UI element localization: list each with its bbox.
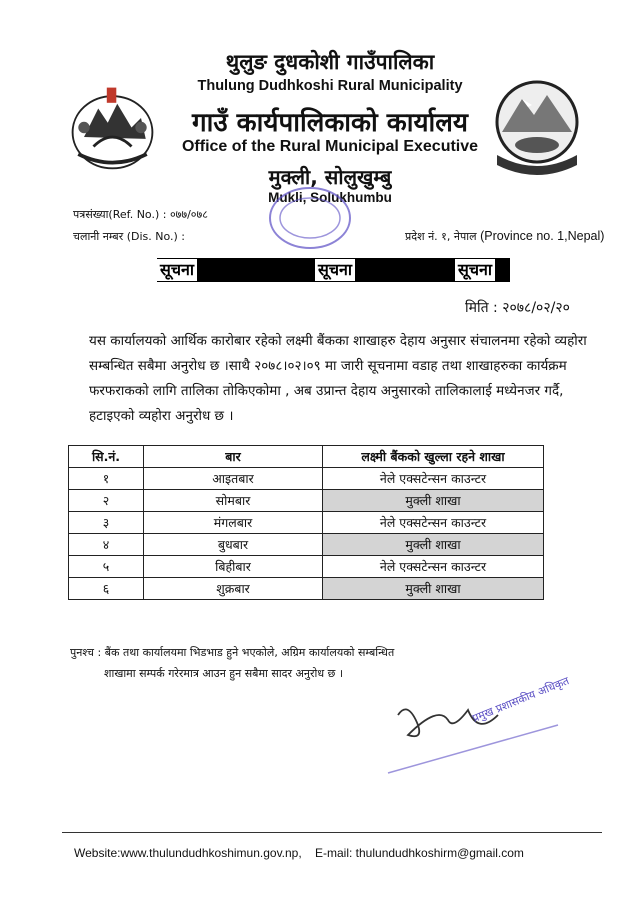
notice-label: सूचना [157, 259, 197, 281]
column-header: लक्ष्मी बैंकको खुल्ला रहने शाखा [323, 446, 544, 468]
postscript-line-1: पुनश्च : बैंक तथा कार्यालयमा भिडभाड हुने भएकोले, अग्रिम कार्यालयको सम्बन्धित [70, 646, 395, 659]
serial-cell: ६ [69, 578, 144, 600]
branch-cell: नेले एक्सटेन्सन काउन्टर [323, 468, 544, 490]
footer-divider [62, 832, 602, 833]
footer-website: Website:www.thulundudhkoshimun.gov.np, [74, 846, 302, 860]
nepal-emblem-icon [65, 80, 160, 175]
province-nepali: प्रदेश नं. १, नेपाल [405, 230, 477, 243]
branch-cell: मुक्ली शाखा [323, 578, 544, 600]
day-cell: आइतबार [144, 468, 323, 490]
notice-body: यस कार्यालयको आर्थिक कारोबार रहेको लक्ष्मी बैंकका शाखाहरु देहाय अनुसार संचालनमा रहेको व्यहोरा सम्बन्धित सबैमा अनुरोध छ ।साथै २०७८।०२।०९ मा जारी सूचनामा वडाह तथा शाखाहरुका कार्यक्रम फरफराकको लागि तालिका तोकिएकोमा , अब उप्रान्त देहाय अनुसारको तालिकालाई मध्येनजर गर्दै, हटाइएको व्यहोरा अनुरोध छ । [89, 333, 587, 424]
office-name-english: Office of the Rural Municipal Executive [181, 138, 479, 155]
notice-date: मिति : २०७८/०२/२० [465, 300, 570, 316]
table-row [69, 534, 544, 556]
place-nepali: मुक्ली, सोलुखुम्बु [268, 165, 392, 189]
municipality-name-nepali: थुलुङ दुधकोशी गाउँपालिका [225, 50, 435, 74]
column-header: सि.नं. [69, 446, 144, 468]
municipality-logo-icon [492, 77, 582, 177]
office-seal-icon [265, 183, 355, 253]
table-row [69, 556, 544, 578]
place-english: Mukli, Solukhumbu [268, 190, 392, 205]
branch-cell: मुक्ली शाखा [323, 534, 544, 556]
notice-label: सूचना [315, 259, 355, 281]
day-cell: बिहीबार [144, 556, 323, 578]
day-cell: शुक्रबार [144, 578, 323, 600]
table-header-row [69, 446, 544, 468]
table-row [69, 490, 544, 512]
municipality-name-english: Thulung Dudhkoshi Rural Municipality [197, 78, 463, 94]
day-cell: मंगलबार [144, 512, 323, 534]
serial-cell: ४ [69, 534, 144, 556]
reference-number: पत्रसंख्या(Ref. No.) : ०७७/०७८ [73, 208, 208, 221]
serial-cell: ३ [69, 512, 144, 534]
branch-cell: नेले एक्सटेन्सन काउन्टर [323, 512, 544, 534]
notice-band [157, 258, 510, 282]
signature-title: प्रमुख प्रशासकीय अधिकृत [470, 674, 571, 725]
branch-cell: नेले एक्सटेन्सन काउन्टर [323, 556, 544, 578]
table-row [69, 578, 544, 600]
column-header: बार [144, 446, 323, 468]
dispatch-number: चलानी नम्बर (Dis. No.) : [73, 230, 185, 243]
serial-cell: ५ [69, 556, 144, 578]
signature-icon [378, 695, 578, 775]
day-cell: सोमबार [144, 490, 323, 512]
branch-schedule-table [68, 445, 544, 600]
table-row [69, 512, 544, 534]
postscript-line-2: शाखामा सम्पर्क गरेरमात्र आउन हुन सबैमा सादर अनुरोध छ । [104, 667, 343, 680]
day-cell: बुधबार [144, 534, 323, 556]
notice-label: सूचना [455, 259, 495, 281]
branch-cell: मुक्ली शाखा [323, 490, 544, 512]
province-english: (Province no. 1,Nepal) [480, 229, 605, 243]
footer-email: E-mail: thulundudhkoshirm@gmail.com [315, 846, 524, 860]
serial-cell: १ [69, 468, 144, 490]
province-label [405, 229, 604, 244]
office-name-nepali: गाउँ कार्यपालिकाको कार्यालय [192, 108, 468, 138]
serial-cell: २ [69, 490, 144, 512]
table-row [69, 468, 544, 490]
